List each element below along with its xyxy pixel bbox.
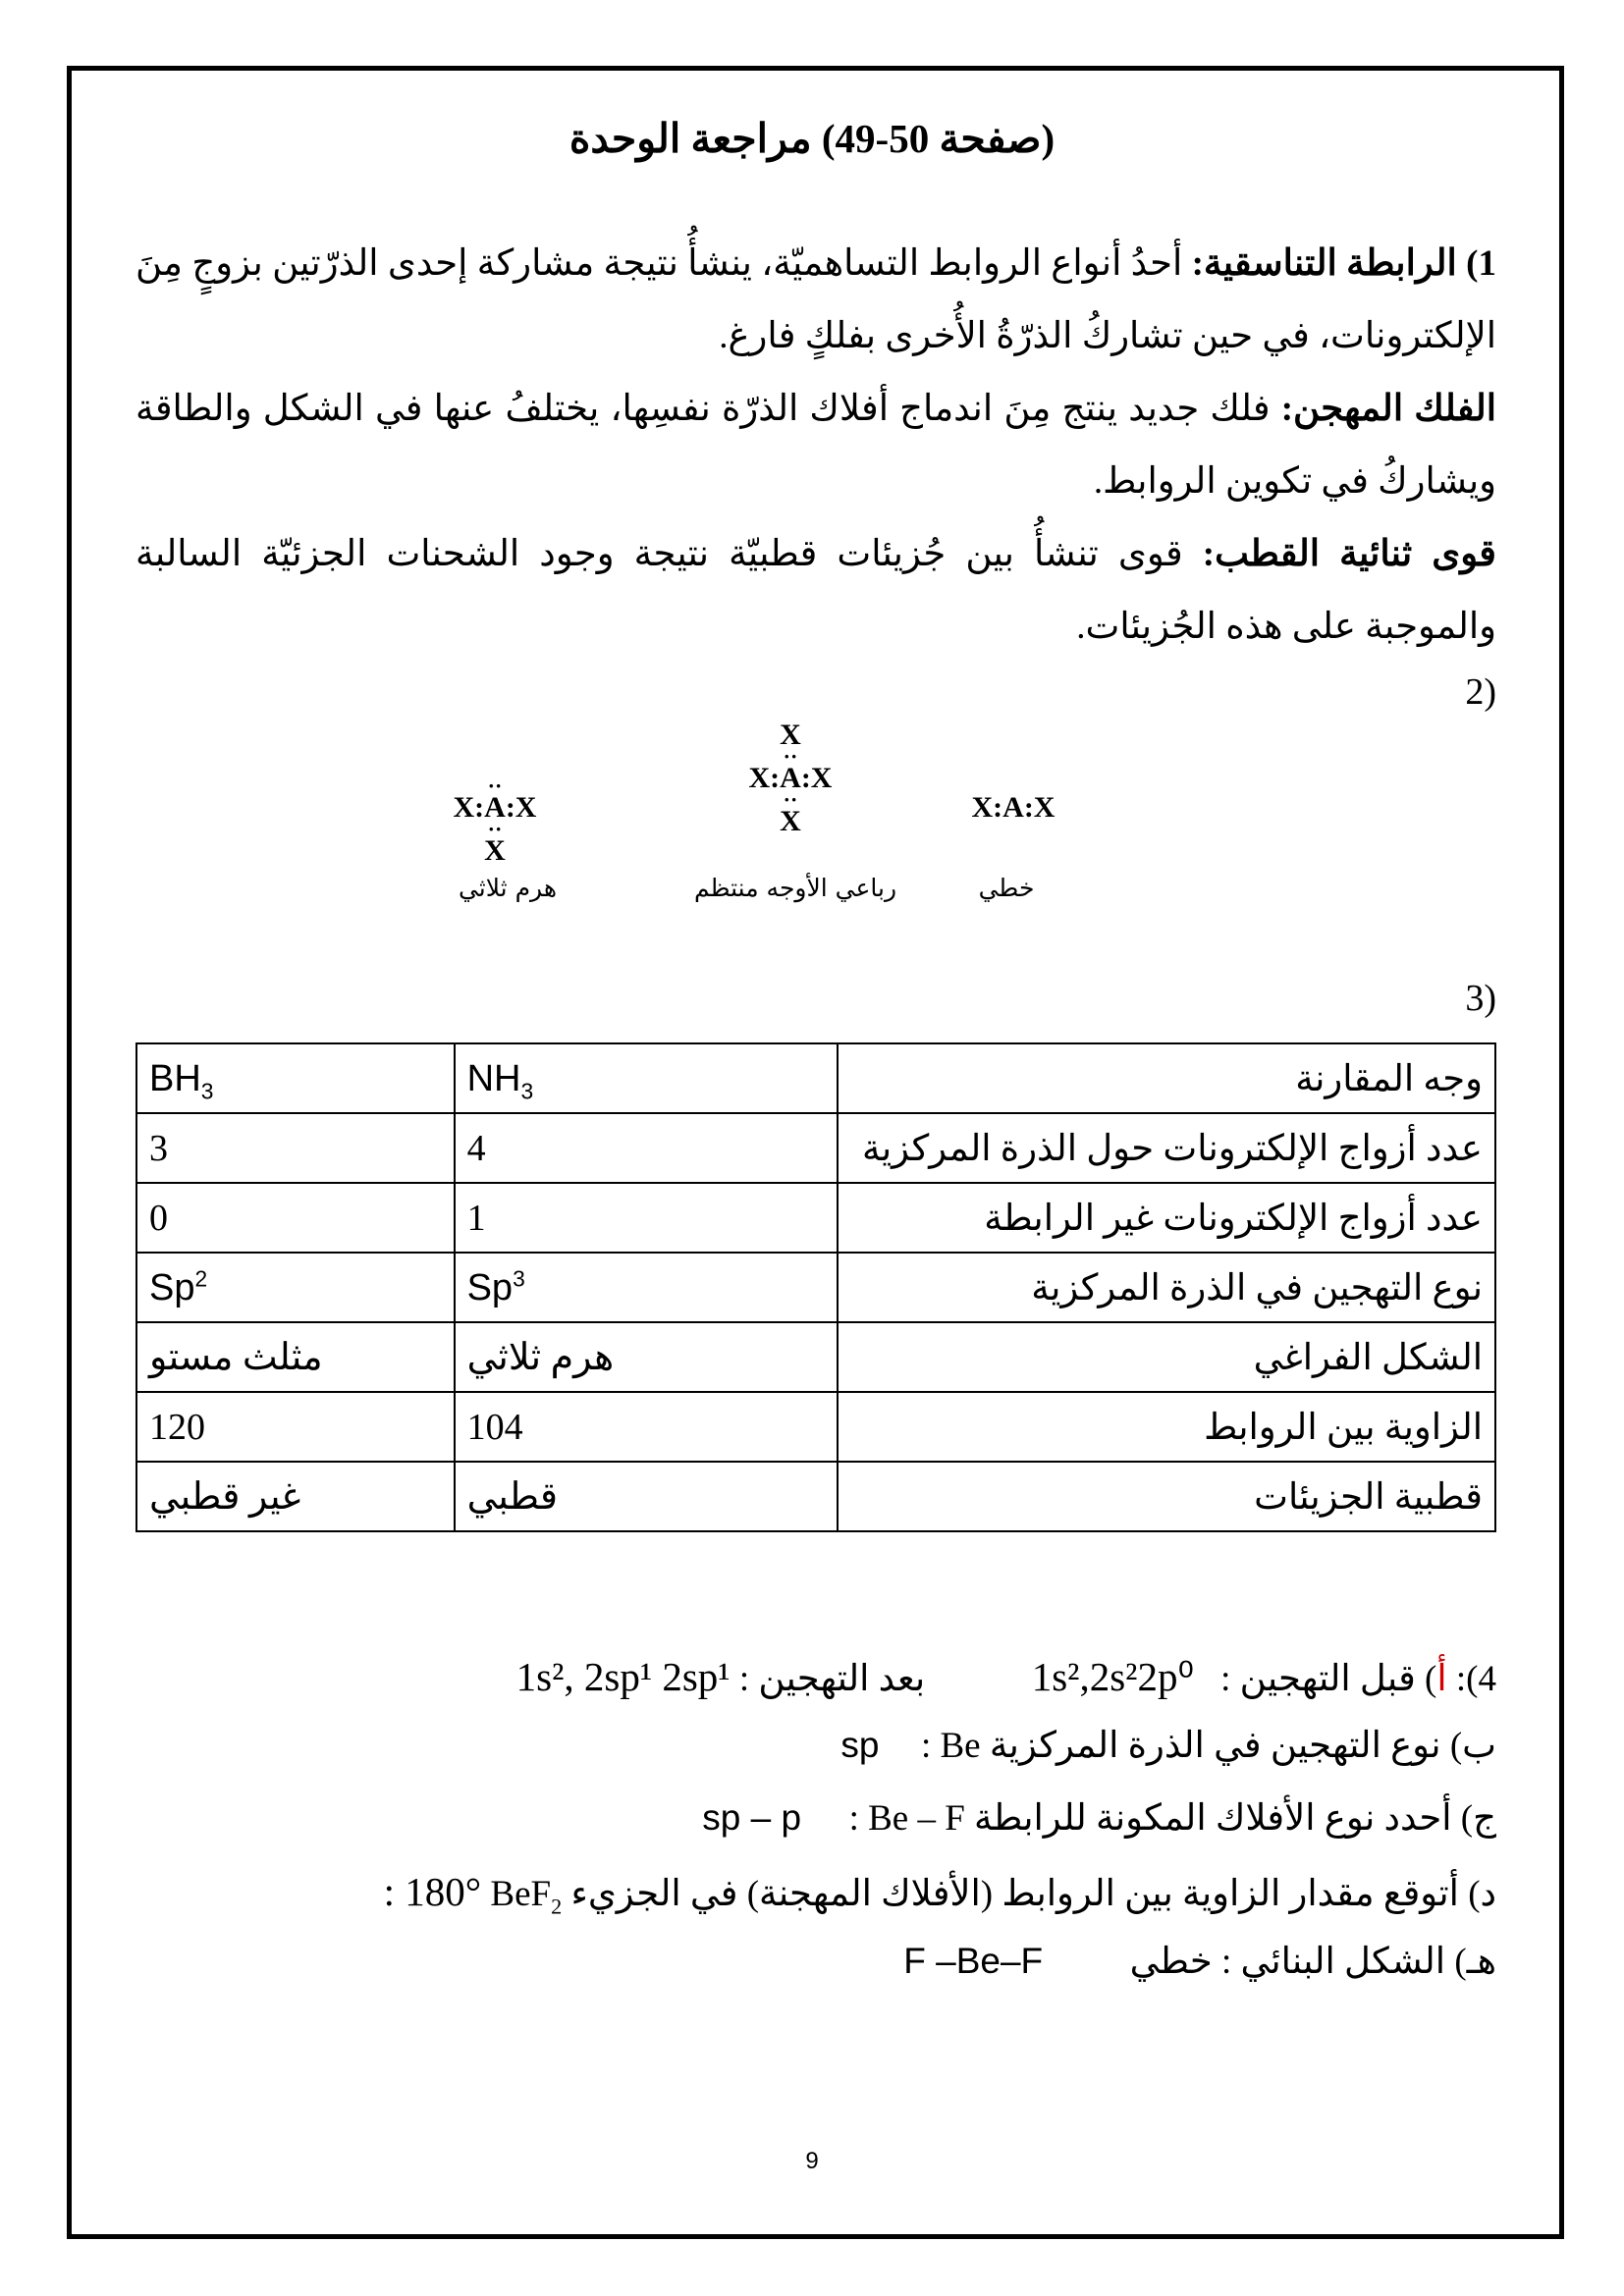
q4-c-value: sp – p: [702, 1797, 802, 1838]
definition-dipole-forces: [135, 518, 1496, 664]
lewis-tetra-bottom: X: [780, 805, 801, 837]
q4-part-b: [840, 1724, 1496, 1767]
lewis-structure-tetrahedral: X ·· X:A:X ·· X: [727, 719, 854, 838]
cell-bh3: مثلث مستو: [136, 1322, 455, 1392]
row-label: نوع التهجين في الذرة المركزية: [838, 1253, 1495, 1322]
q4-b-value: sp: [840, 1725, 880, 1765]
term-dipole-forces: قوى ثنائية القطب:: [1202, 534, 1496, 574]
q4-part-d: [383, 1868, 1496, 1919]
q4-d-value: : 180°: [383, 1869, 482, 1914]
q4-before-config: 1s²,2s²2p⁰: [1031, 1654, 1194, 1699]
q4-number: 4):: [1455, 1659, 1496, 1699]
definition-hybrid-orbital: [135, 373, 1496, 518]
cell-bh3: 120: [136, 1392, 455, 1462]
lewis-pyr-bottom: X: [484, 834, 506, 867]
table-header-row: [136, 1043, 1495, 1113]
row-label: الزاوية بين الروابط: [838, 1392, 1495, 1462]
question-2-number: (2: [1465, 671, 1496, 713]
table-row: [136, 1322, 1495, 1392]
table-row: [136, 1392, 1495, 1462]
header-label: وجه المقارنة: [838, 1043, 1495, 1113]
q4-part-a: [516, 1653, 1496, 1700]
term-coordinate-bond: 1) الرابطة التناسقية:: [1191, 243, 1496, 284]
cell-nh3: 4: [455, 1113, 838, 1183]
cell-bh3: غير قطبي: [136, 1462, 455, 1531]
lewis-structure-linear: [954, 758, 1072, 825]
page-number: 9: [805, 2148, 819, 2174]
row-label: عدد أزواج الإلكترونات حول الذرة المركزية: [838, 1113, 1495, 1183]
header-bh3: $BH_3$: [136, 1043, 455, 1113]
row-label: عدد أزواج الإلكترونات غير الرابطة: [838, 1183, 1495, 1253]
table-row: [136, 1183, 1495, 1253]
q4-c-text: ج) أحدد نوع الأفلاك المكونة للرابطة Be – F :: [848, 1798, 1496, 1839]
label-pyramidal: هرم ثلاثي: [458, 874, 558, 902]
lewis-pyr-mid: X:A:X: [453, 791, 537, 824]
label-linear: خطي: [978, 874, 1035, 902]
term-hybrid-orbital: الفلك المهجن:: [1280, 389, 1496, 429]
text-coordinate-bond: أحدُ أنواع الروابط التساهميّة، ينشأُ نتيجة مشاركة إحدى الذرّتين بزوجٍ مِنَ الإلكترونات، في حين تشاركُ الذرّةُ الأُخرى بفلكٍ فارغ.: [135, 243, 1496, 356]
definition-coordinate-bond: [135, 228, 1496, 373]
q4-after-label: بعد التهجين :: [738, 1659, 926, 1699]
table-row: [136, 1113, 1495, 1183]
q4-part-c: [702, 1796, 1496, 1840]
cell-bh3: 0: [136, 1183, 455, 1253]
q4-d-sub: 2: [551, 1894, 563, 1919]
cell-nh3: هرم ثلاثي: [455, 1322, 838, 1392]
q4-e-value: F –Be–F: [903, 1941, 1044, 1981]
cell-nh3: 104: [455, 1392, 838, 1462]
text-dipole-forces: قوى تنشأُ بين جُزيئات قطبيّة نتيجة وجود الشحنات الجزئيّة السالبة والموجبة على هذه الجُزيئات.: [135, 534, 1496, 647]
text-hybrid-orbital: فلك جديد ينتج مِنَ اندماج أفلاك الذرّة نفسِها، يختلفُ عنها في الشكل والطاقة ويشاركُ في تكوين الروابط.: [135, 389, 1496, 502]
page-title: (صفحة 50-49) مراجعة الوحدة: [568, 116, 1056, 161]
question-3-number: (3: [1465, 978, 1496, 1019]
label-tetrahedral: رباعي الأوجه منتظم: [693, 874, 897, 902]
cell-bh3: Sp$^2$: [136, 1253, 455, 1322]
cell-nh3: قطبي: [455, 1462, 838, 1531]
q4-before-label: ) قبل التهجين :: [1220, 1659, 1437, 1699]
comparison-table: [135, 1042, 1496, 1532]
table-row: [136, 1462, 1495, 1531]
q4-part-e: [903, 1940, 1496, 1983]
q4-e-text: هـ) الشكل البنائي : خطي: [1129, 1942, 1496, 1982]
cell-nh3: Sp$^3$: [455, 1253, 838, 1322]
cell-bh3: 3: [136, 1113, 455, 1183]
lewis-tetra-mid: X:A:X: [748, 762, 833, 794]
table-row: [136, 1253, 1495, 1322]
q4-after-config: 1s², 2sp¹ 2sp¹: [515, 1654, 731, 1699]
lewis-tetra-top: X: [780, 719, 801, 751]
row-label: الشكل الفراغي: [838, 1322, 1495, 1392]
cell-nh3: 1: [455, 1183, 838, 1253]
header-nh3: $NH_3$: [455, 1043, 838, 1113]
lewis-structure-pyramidal: ·· X:A:X ·· X: [436, 758, 554, 868]
lewis-linear-mid: X:A:X: [971, 791, 1056, 824]
q4-b-text: ب) نوع التهجين في الذرة المركزية Be :: [920, 1726, 1496, 1766]
row-label: قطبية الجزيئات: [838, 1462, 1495, 1531]
q4-letter-a: أ: [1436, 1659, 1447, 1699]
q4-d-text: د) أتوقع مقدار الزاوية بين الروابط (الأفلاك المهجنة) في الجزيء BeF: [490, 1874, 1496, 1914]
